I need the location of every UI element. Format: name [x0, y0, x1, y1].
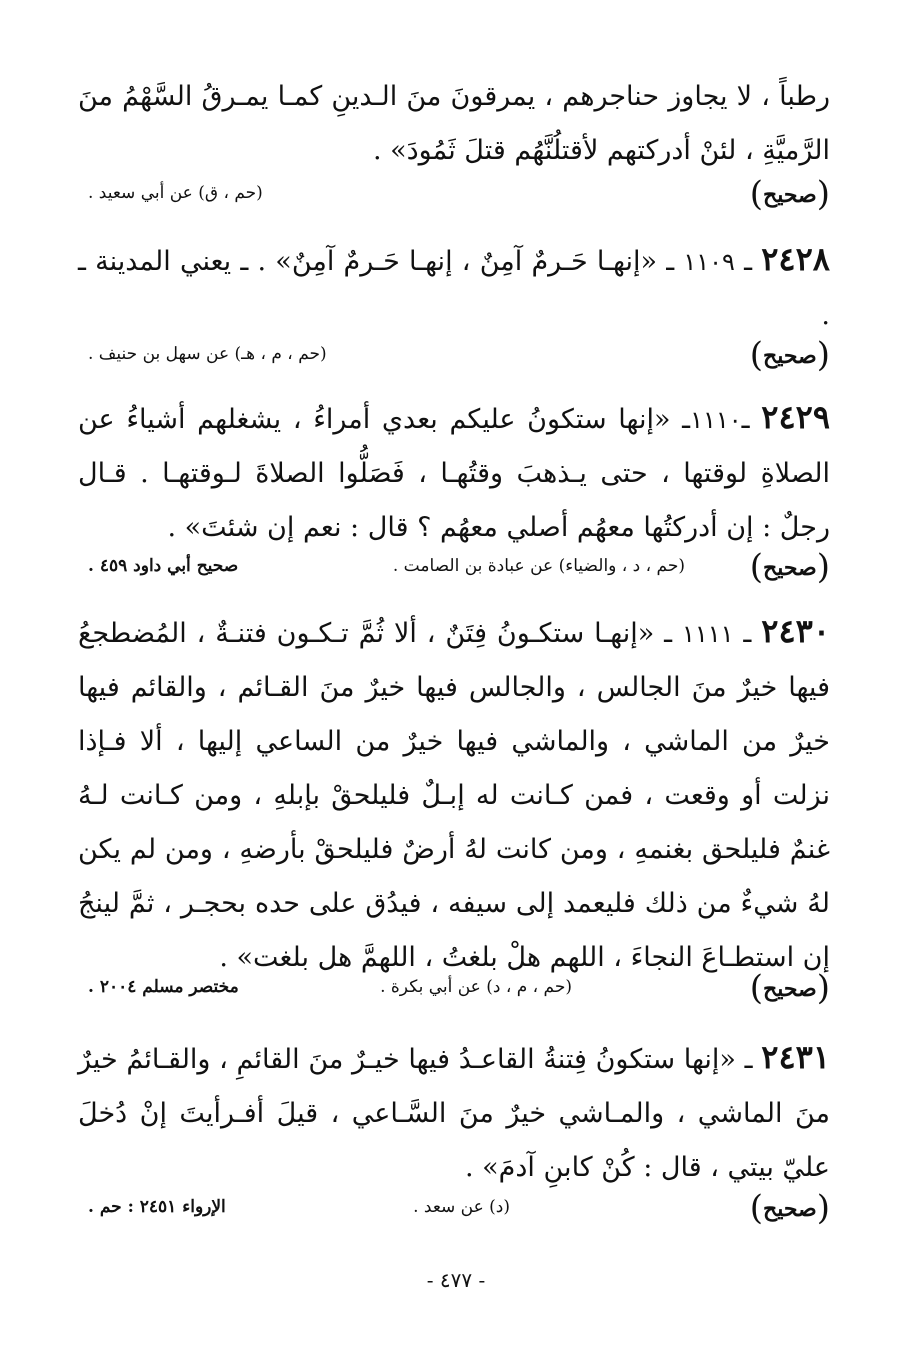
grade-label: (صحيح) [749, 547, 830, 587]
hadith-number: ٢٤٣٠ [761, 612, 830, 650]
hadith-text: «إنهـا حَـرمٌ آمِنٌ ، إنهـا حَـرمٌ آمِنٌ» . ـ يعني المدينة ـ . [78, 246, 830, 331]
source-reference: (حم ، د ، والضياء) عن عبادة بن الصامت . [392, 556, 685, 576]
source-reference: (حم ، م ، د) عن أبي بكرة . [380, 977, 572, 997]
hadith-number: ٢٤٢٩ [761, 398, 830, 436]
grade-label: (صحيح) [749, 335, 830, 375]
hadith-text: «إنهـا ستكـونُ فِتَنٌ ، ألا ثُمَّ تـكـون فتنـةٌ ، المُضطجعُ فيها خيرٌ منَ الجالس ، والجالس فيها خيرٌ منَ القـائم ، والقائم فيها خيرٌ من الماشي ، والماشي فيها خيرٌ من الساعي إليها ، ألا فـإذا نزلت أو وقعت ، فمن كـانت له إبـلٌ فليلحقْ بإبلهِ ، ومن كـانت لـهُ غنمٌ فليلحق بغنمهِ ، ومن كانت لهُ أرضٌ فليلحقْ بأرضهِ ، ومن لم يكن لهُ شيءٌ من ذلك فليعمد إلى سيفه ، فيدُق على حده بحجـر ، ثمَّ لينجُ إن استطـاعَ النجاءَ ، اللهم هلْ بلغتُ ، اللهمَّ هل بلغت» . [78, 618, 830, 973]
hadith-2430: ٢٤٣٠ ـ ١١١١ ـ «إنهـا ستكـونُ فِتَنٌ ، ألا ثُمَّ تـكـون فتنـةٌ ، المُضطجعُ فيها خيرٌ منَ الجالس ، والجالس فيها خيرٌ منَ القـائم ، والقائم فيها خيرٌ من الماشي ، والماشي فيها خيرٌ من الساعي إليها ، ألا فـإذا نزلت أو وقعت ، فمن كـانت له إبـلٌ فليلحقْ بإبلهِ ، ومن كـانت لـهُ غنمٌ فليلحق بغنمهِ ، ومن كانت لهُ أرضٌ فليلحقْ بأرضهِ ، ومن لم يكن لهُ شيءٌ من ذلك فليعمد إلى سيفه ، فيدُق على حده بحجـر ، ثمَّ لينجُ إن استطـاعَ النجاءَ ، اللهم هلْ بلغتُ ، اللهمَّ هل بلغت» . [78, 612, 830, 973]
source-reference: (حم ، ق) عن أبي سعيد . [88, 183, 263, 203]
hadith-2431: ٢٤٣١ ـ «إنها ستكونُ فِتنةُ القاعـدُ فيها خيـرٌ منَ القائمِ ، والقـائمُ خيرٌ منَ الماشي ، والمـاشي خيرٌ منَ السَّـاعي ، قيلَ أفـرأيتَ إنْ دُخلَ عليّ بيتي ، قال : كُنْ كابنِ آدمَ» . [78, 1038, 830, 1183]
hadith-continuation-text: رطباً ، لا يجاوز حناجرهم ، يمرقونَ منَ الـدينِ كمـا يمـرقُ السَّهْمُ منَ الرَّميَّةِ ، لئنْ أدركتهم لأقتلُنَّهُم قتلَ ثَمُودَ» . [78, 81, 830, 166]
source-reference: (د) عن سعد . [413, 1197, 510, 1217]
hadith-number: ٢٤٣١ [761, 1038, 830, 1076]
continuation-source-line [78, 174, 830, 214]
hadith-2430-source-line [78, 968, 830, 1008]
hadith-text: «إنها ستكونُ عليكم بعدي أمراءُ ، يشغلهم أشياءُ عن الصلاةِ لوقتها ، حتى يـذهبَ وقتُهـا ، فَصَلُّوا الصلاةَ لـوقتهـا . قـال رجلٌ : إن أدركتُها معهُم أصلي معهُم ؟ قال : نعم إن شئتَ» . [78, 404, 830, 543]
hadith-2428: ٢٤٢٨ ـ ١١٠٩ ـ «إنهـا حَـرمٌ آمِنٌ ، إنهـا حَـرمٌ آمِنٌ» . ـ يعني المدينة ـ . [78, 240, 830, 331]
page-number: - ٤٧٧ - [426, 1268, 486, 1292]
hadith-sub-number: ١١١٠ [690, 406, 742, 434]
citation-reference: صحيح أبي داود ٤٥٩ . [88, 556, 239, 576]
hadith-2429-source-line [78, 547, 830, 587]
hadith-2429: ٢٤٢٩ ـ١١١٠ـ «إنها ستكونُ عليكم بعدي أمراءُ ، يشغلهم أشياءُ عن الصلاةِ لوقتها ، حتى يـذهبَ وقتُهـا ، فَصَلُّوا الصلاةَ لـوقتهـا . قـال رجلٌ : إن أدركتُها معهُم أصلي معهُم ؟ قال : نعم إن شئتَ» . [78, 398, 830, 543]
hadith-sub-number: ١١٠٩ [683, 248, 735, 276]
citation-reference: مختصر مسلم ٢٠٠٤ . [88, 977, 239, 997]
hadith-2428-source-line [78, 335, 830, 375]
grade-label: (صحيح) [749, 1188, 830, 1228]
citation-reference: الإرواء ٢٤٥١ : حم . [88, 1197, 226, 1217]
grade-label: (صحيح) [749, 968, 830, 1008]
hadith-2431-source-line [78, 1188, 830, 1228]
source-reference: (حم ، م ، هـ) عن سهل بن حنيف . [88, 344, 327, 364]
grade-label: (صحيح) [749, 174, 830, 214]
hadith-sub-number: ١١١١ [681, 620, 734, 648]
hadith-number: ٢٤٢٨ [761, 240, 830, 278]
hadith-text: «إنها ستكونُ فِتنةُ القاعـدُ فيها خيـرٌ منَ القائمِ ، والقـائمُ خيرٌ منَ الماشي ، والمـاشي خيرٌ منَ السَّـاعي ، قيلَ أفـرأيتَ إنْ دُخلَ عليّ بيتي ، قال : كُنْ كابنِ آدمَ» . [78, 1044, 830, 1183]
